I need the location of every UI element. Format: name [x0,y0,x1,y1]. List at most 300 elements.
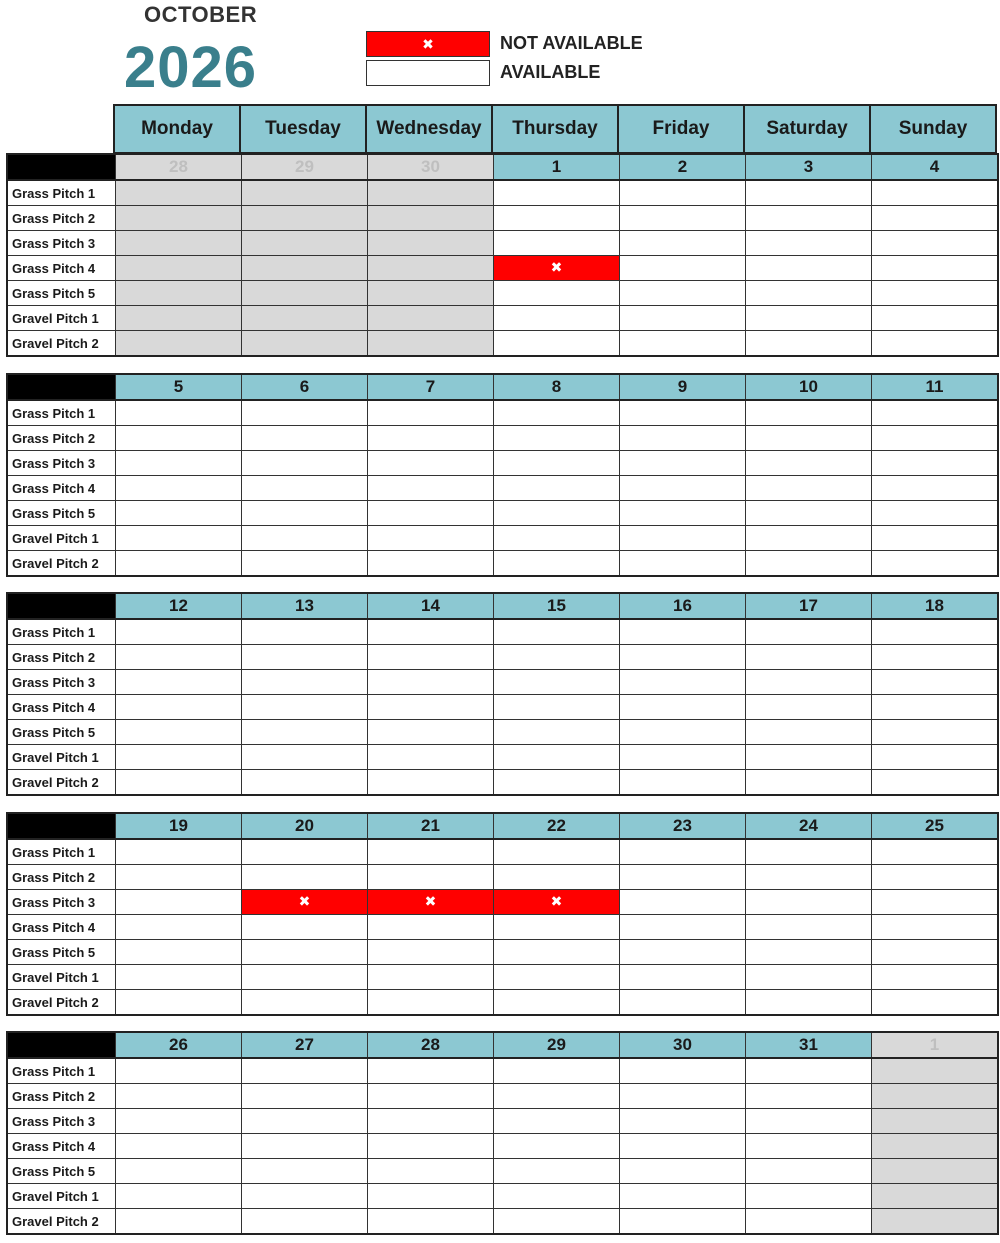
booking-cell[interactable] [872,551,999,577]
booking-cell[interactable] [368,526,494,551]
booking-cell[interactable] [494,915,620,940]
booking-cell[interactable] [746,206,872,231]
booking-cell[interactable] [116,1184,242,1209]
booking-cell[interactable] [368,720,494,745]
booking-cell[interactable] [872,306,999,331]
booking-cell[interactable] [242,526,368,551]
pitch-row [7,426,998,451]
booking-cell[interactable] [368,865,494,890]
booking-cell[interactable] [620,865,746,890]
booking-cell[interactable] [872,940,999,965]
booking-cell[interactable] [242,645,368,670]
booking-cell[interactable] [368,670,494,695]
booking-cell[interactable] [494,965,620,990]
booking-cell[interactable] [368,915,494,940]
date-header: 28 [368,1032,494,1058]
booking-cell[interactable] [242,1209,368,1235]
booking-cell [368,231,494,256]
date-header: 7 [368,374,494,400]
week-corner [7,813,116,839]
booking-cell [242,206,368,231]
booking-cell[interactable] [620,180,746,206]
date-header: 13 [242,593,368,619]
booking-cell[interactable] [494,865,620,890]
booking-cell[interactable] [872,965,999,990]
booking-cell[interactable] [746,965,872,990]
pitch-label: Gravel Pitch 1 [7,965,116,990]
booking-cell [368,281,494,306]
booking-cell[interactable] [116,965,242,990]
booking-cell[interactable] [746,1109,872,1134]
booking-cell[interactable] [620,231,746,256]
booking-cell[interactable] [872,865,999,890]
pitch-label: Grass Pitch 3 [7,231,116,256]
booking-cell[interactable] [242,915,368,940]
legend-not-available-swatch [366,31,490,57]
booking-cell[interactable] [872,619,999,645]
booking-cell[interactable] [620,476,746,501]
booking-cell [368,331,494,357]
booking-cell [872,1109,999,1134]
pitch-row [7,476,998,501]
booking-cell[interactable] [116,890,242,915]
booking-cell[interactable] [368,451,494,476]
booking-cell[interactable] [620,1084,746,1109]
booking-cell[interactable] [494,695,620,720]
booking-cell[interactable] [746,670,872,695]
pitch-row [7,770,998,796]
booking-cell[interactable] [620,940,746,965]
booking-cell[interactable] [116,1159,242,1184]
booking-cell[interactable] [620,256,746,281]
booking-cell[interactable] [620,670,746,695]
pitch-label: Grass Pitch 3 [7,451,116,476]
booking-cell[interactable] [620,306,746,331]
booking-cell[interactable] [116,1058,242,1084]
booking-cell [116,180,242,206]
booking-cell [242,256,368,281]
booking-cell[interactable] [494,770,620,796]
booking-cell[interactable] [620,839,746,865]
booking-cell[interactable] [620,331,746,357]
pitch-label: Gravel Pitch 2 [7,770,116,796]
booking-cell[interactable] [494,1184,620,1209]
booking-cell[interactable] [746,1209,872,1235]
booking-cell[interactable] [620,1109,746,1134]
booking-cell[interactable] [116,990,242,1016]
booking-cell[interactable] [368,1084,494,1109]
booking-cell[interactable] [746,619,872,645]
date-header: 1 [872,1032,999,1058]
booking-cell[interactable] [872,426,999,451]
booking-cell[interactable] [746,839,872,865]
date-header: 3 [746,154,872,180]
booking-cell[interactable] [116,1134,242,1159]
booking-cell[interactable] [872,206,999,231]
booking-cell[interactable] [494,526,620,551]
booking-cell[interactable] [494,1159,620,1184]
weekday-wednesday: Wednesday [366,105,492,153]
pitch-label: Gravel Pitch 2 [7,1209,116,1235]
booking-cell[interactable] [242,551,368,577]
booking-cell[interactable] [620,1159,746,1184]
booking-cell[interactable] [746,1184,872,1209]
booking-cell[interactable] [116,745,242,770]
date-header: 29 [242,154,368,180]
booking-cell[interactable] [494,1084,620,1109]
booking-cell-not-available[interactable] [242,890,368,915]
booking-cell[interactable] [620,1058,746,1084]
booking-cell[interactable] [242,1084,368,1109]
booking-cell[interactable] [368,1184,494,1209]
date-header: 30 [368,154,494,180]
year-title: 2026 [124,35,258,100]
pitch-label: Grass Pitch 2 [7,645,116,670]
booking-cell[interactable] [620,206,746,231]
pitch-label: Grass Pitch 4 [7,476,116,501]
pitch-label: Grass Pitch 1 [7,180,116,206]
booking-cell[interactable] [746,426,872,451]
booking-cell[interactable] [368,551,494,577]
booking-cell[interactable] [242,965,368,990]
booking-cell[interactable] [494,426,620,451]
booking-cell[interactable] [116,1084,242,1109]
booking-cell[interactable] [116,400,242,426]
booking-cell[interactable] [242,940,368,965]
booking-cell[interactable] [494,476,620,501]
booking-cell[interactable] [116,670,242,695]
booking-cell[interactable] [746,1134,872,1159]
booking-cell[interactable] [746,476,872,501]
pitch-row [7,619,998,645]
booking-cell[interactable] [620,1184,746,1209]
booking-cell[interactable] [494,670,620,695]
booking-cell[interactable] [746,400,872,426]
booking-cell[interactable] [746,890,872,915]
booking-cell[interactable] [368,645,494,670]
booking-cell[interactable] [746,865,872,890]
pitch-label: Grass Pitch 3 [7,890,116,915]
booking-cell[interactable] [242,619,368,645]
week-table [6,1031,999,1235]
date-header: 25 [872,813,999,839]
booking-cell[interactable] [494,990,620,1016]
booking-cell[interactable] [368,839,494,865]
booking-cell[interactable] [620,890,746,915]
booking-cell[interactable] [872,281,999,306]
pitch-row [7,306,998,331]
booking-cell-not-available[interactable] [494,256,620,281]
date-header: 6 [242,374,368,400]
booking-cell[interactable] [872,526,999,551]
cross-icon: ✖ [298,893,311,909]
booking-cell[interactable] [620,551,746,577]
booking-cell[interactable] [746,231,872,256]
booking-cell[interactable] [368,745,494,770]
booking-cell[interactable] [242,865,368,890]
pitch-row [7,231,998,256]
booking-cell[interactable] [620,400,746,426]
pitch-label: Gravel Pitch 1 [7,745,116,770]
booking-cell[interactable] [242,1184,368,1209]
booking-cell[interactable] [368,501,494,526]
booking-cell[interactable] [368,770,494,796]
booking-cell[interactable] [620,451,746,476]
booking-cell[interactable] [746,745,872,770]
booking-cell[interactable] [746,451,872,476]
booking-cell[interactable] [746,281,872,306]
booking-cell[interactable] [746,1084,872,1109]
booking-cell[interactable] [494,231,620,256]
booking-cell[interactable] [368,1159,494,1184]
booking-cell[interactable] [620,501,746,526]
booking-cell[interactable] [746,501,872,526]
booking-cell[interactable] [242,1109,368,1134]
booking-cell[interactable] [494,745,620,770]
booking-cell[interactable] [242,695,368,720]
booking-cell[interactable] [242,501,368,526]
booking-cell[interactable] [872,745,999,770]
booking-cell[interactable] [116,915,242,940]
booking-cell[interactable] [116,839,242,865]
pitch-row [7,990,998,1016]
booking-cell[interactable] [116,940,242,965]
booking-cell[interactable] [620,965,746,990]
pitch-label: Grass Pitch 1 [7,619,116,645]
booking-cell[interactable] [368,1209,494,1235]
booking-cell[interactable] [620,745,746,770]
booking-cell[interactable] [746,1159,872,1184]
booking-cell-not-available[interactable] [494,890,620,915]
cross-icon: ✖ [550,259,563,275]
booking-cell[interactable] [872,331,999,357]
booking-cell[interactable] [242,1058,368,1084]
booking-cell[interactable] [242,839,368,865]
booking-cell[interactable] [116,426,242,451]
booking-cell[interactable] [242,720,368,745]
booking-cell[interactable] [242,426,368,451]
booking-cell[interactable] [494,1134,620,1159]
booking-cell[interactable] [368,400,494,426]
pitch-label: Grass Pitch 5 [7,940,116,965]
weekday-header [113,104,997,154]
pitch-row [7,1109,998,1134]
booking-cell[interactable] [116,720,242,745]
booking-cell[interactable] [494,281,620,306]
booking-cell[interactable] [368,426,494,451]
pitch-label: Grass Pitch 2 [7,1084,116,1109]
pitch-row [7,400,998,426]
booking-cell[interactable] [872,695,999,720]
booking-cell[interactable] [746,331,872,357]
date-header: 20 [242,813,368,839]
booking-cell[interactable] [116,645,242,670]
pitch-row [7,1184,998,1209]
booking-cell[interactable] [746,695,872,720]
booking-cell [242,180,368,206]
booking-cell[interactable] [872,451,999,476]
booking-cell[interactable] [116,865,242,890]
booking-cell[interactable] [872,501,999,526]
booking-cell[interactable] [116,1209,242,1235]
booking-cell[interactable] [746,770,872,796]
booking-cell[interactable] [872,839,999,865]
booking-cell[interactable] [242,476,368,501]
date-header: 24 [746,813,872,839]
booking-cell[interactable] [620,695,746,720]
booking-cell[interactable] [116,451,242,476]
booking-cell[interactable] [494,501,620,526]
booking-cell[interactable] [368,1109,494,1134]
booking-cell[interactable] [746,990,872,1016]
pitch-label: Grass Pitch 5 [7,720,116,745]
booking-cell[interactable] [494,306,620,331]
booking-cell[interactable] [494,451,620,476]
booking-cell[interactable] [116,551,242,577]
booking-cell[interactable] [872,476,999,501]
booking-cell[interactable] [620,1134,746,1159]
date-header: 28 [116,154,242,180]
week-corner [7,154,116,180]
booking-cell-not-available[interactable] [368,890,494,915]
booking-cell[interactable] [242,451,368,476]
booking-cell[interactable] [368,476,494,501]
booking-cell [116,206,242,231]
pitch-row [7,551,998,577]
date-header: 17 [746,593,872,619]
booking-cell[interactable] [746,306,872,331]
date-header: 19 [116,813,242,839]
booking-cell[interactable] [620,426,746,451]
booking-cell[interactable] [116,501,242,526]
booking-cell[interactable] [872,180,999,206]
booking-cell[interactable] [116,619,242,645]
booking-cell[interactable] [368,1134,494,1159]
booking-cell[interactable] [872,890,999,915]
pitch-label: Grass Pitch 3 [7,670,116,695]
booking-cell[interactable] [872,256,999,281]
booking-cell[interactable] [494,839,620,865]
booking-cell[interactable] [746,1058,872,1084]
booking-cell[interactable] [620,281,746,306]
booking-cell[interactable] [872,720,999,745]
week-corner [7,593,116,619]
cross-icon: ✖ [422,36,434,52]
pitch-row [7,865,998,890]
booking-cell[interactable] [746,256,872,281]
booking-cell [872,1058,999,1084]
booking-cell[interactable] [116,476,242,501]
date-header: 18 [872,593,999,619]
booking-cell[interactable] [620,619,746,645]
booking-cell[interactable] [746,940,872,965]
booking-cell[interactable] [242,670,368,695]
booking-cell[interactable] [620,1209,746,1235]
date-header: 23 [620,813,746,839]
booking-cell[interactable] [872,915,999,940]
weekday-tuesday: Tuesday [240,105,366,153]
date-header: 10 [746,374,872,400]
booking-cell[interactable] [620,915,746,940]
booking-cell[interactable] [494,551,620,577]
booking-cell[interactable] [872,645,999,670]
booking-cell [368,306,494,331]
booking-cell[interactable] [620,770,746,796]
booking-cell[interactable] [494,206,620,231]
booking-cell[interactable] [242,400,368,426]
date-header: 16 [620,593,746,619]
booking-cell[interactable] [116,770,242,796]
booking-cell[interactable] [368,1058,494,1084]
booking-cell[interactable] [872,770,999,796]
pitch-label: Grass Pitch 5 [7,501,116,526]
pitch-row [7,915,998,940]
booking-cell[interactable] [242,770,368,796]
booking-cell[interactable] [620,990,746,1016]
weekday-monday: Monday [114,105,240,153]
pitch-row [7,940,998,965]
pitch-row [7,839,998,865]
booking-cell[interactable] [368,965,494,990]
booking-cell [116,256,242,281]
booking-cell[interactable] [494,1109,620,1134]
booking-cell[interactable] [368,940,494,965]
date-header: 5 [116,374,242,400]
booking-cell[interactable] [872,400,999,426]
booking-cell[interactable] [242,1159,368,1184]
date-header: 9 [620,374,746,400]
booking-cell[interactable] [746,526,872,551]
booking-cell[interactable] [620,526,746,551]
booking-cell[interactable] [116,695,242,720]
booking-cell[interactable] [746,645,872,670]
booking-cell [368,180,494,206]
booking-cell[interactable] [494,619,620,645]
booking-cell[interactable] [494,180,620,206]
booking-cell[interactable] [872,990,999,1016]
date-header: 8 [494,374,620,400]
booking-cell[interactable] [746,915,872,940]
booking-cell[interactable] [368,619,494,645]
booking-cell[interactable] [494,940,620,965]
booking-cell[interactable] [116,1109,242,1134]
booking-cell[interactable] [368,990,494,1016]
booking-cell[interactable] [242,745,368,770]
booking-cell[interactable] [242,990,368,1016]
booking-cell[interactable] [746,720,872,745]
date-header: 29 [494,1032,620,1058]
weekday-saturday: Saturday [744,105,870,153]
booking-cell[interactable] [494,1209,620,1235]
booking-cell[interactable] [620,720,746,745]
pitch-row [7,965,998,990]
booking-cell[interactable] [116,526,242,551]
booking-cell[interactable] [242,1134,368,1159]
booking-cell[interactable] [494,1058,620,1084]
booking-cell[interactable] [494,331,620,357]
booking-cell[interactable] [746,551,872,577]
booking-cell[interactable] [620,645,746,670]
booking-cell[interactable] [494,400,620,426]
booking-cell[interactable] [494,645,620,670]
booking-cell[interactable] [746,180,872,206]
booking-cell[interactable] [368,695,494,720]
booking-cell[interactable] [872,231,999,256]
booking-cell[interactable] [872,670,999,695]
booking-cell[interactable] [494,720,620,745]
pitch-label: Grass Pitch 4 [7,256,116,281]
pitch-label: Grass Pitch 1 [7,839,116,865]
